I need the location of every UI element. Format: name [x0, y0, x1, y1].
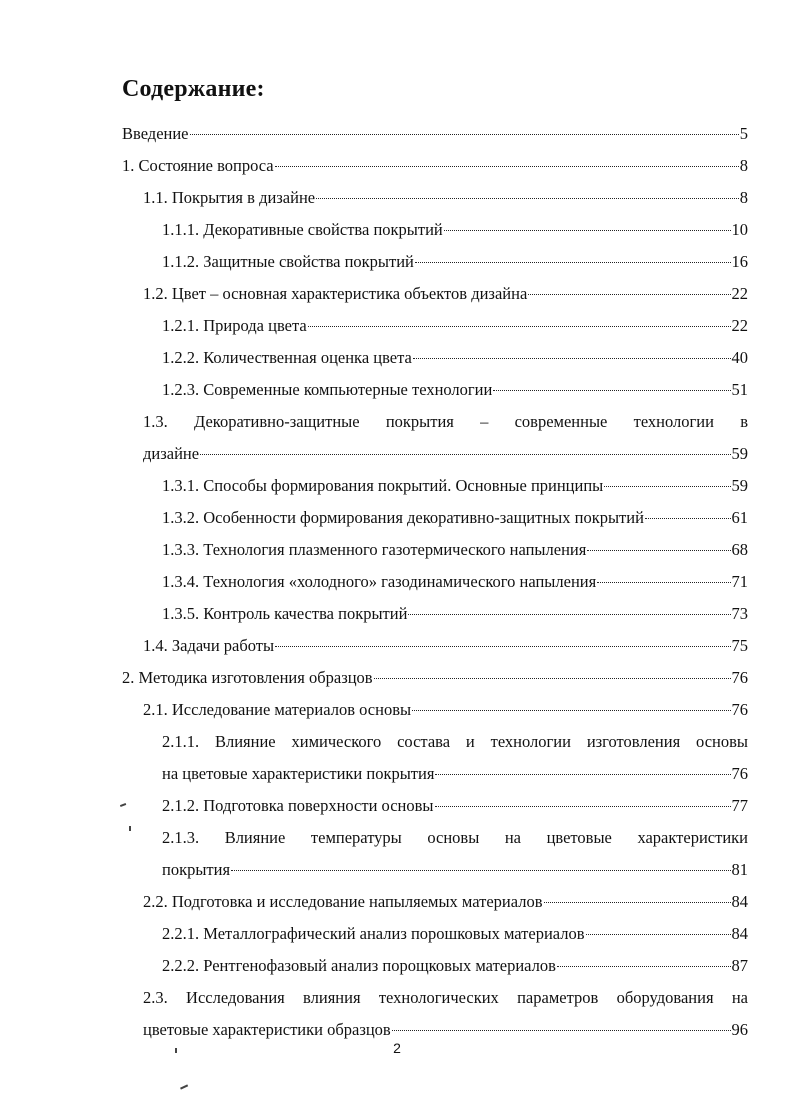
toc-entry-page: 59 — [731, 444, 748, 463]
toc-entry[interactable] — [143, 438, 748, 469]
toc-entry-label: 1.3.4. Технология «холодного» газодинамического напыления — [162, 572, 597, 591]
toc-entry-page: 8 — [739, 188, 748, 207]
toc-entry[interactable] — [162, 566, 748, 597]
toc-entry[interactable] — [143, 630, 748, 661]
toc-entry-page: 77 — [731, 796, 748, 815]
leader-dots — [275, 166, 739, 167]
toc-entry-page: 10 — [731, 220, 748, 239]
toc-entry-label: 1.2.1. Природа цвета — [162, 316, 307, 335]
toc-entry-label: 1.3.3. Технология плазменного газотермического напыления — [162, 540, 587, 559]
toc-entry-page: 59 — [731, 476, 748, 495]
leader-dots — [597, 582, 730, 583]
page-title: Содержание: — [122, 76, 265, 102]
leader-dots — [231, 870, 730, 871]
toc-entry-label: 1.1. Покрытия в дизайне — [143, 188, 316, 207]
leader-dots — [528, 294, 730, 295]
leader-dots — [557, 966, 731, 967]
toc-entry-page: 73 — [731, 604, 748, 623]
toc-entry-page: 71 — [731, 572, 748, 591]
toc-entry[interactable] — [162, 598, 748, 629]
toc-entry[interactable] — [162, 374, 748, 405]
toc-entry-label: 1. Состояние вопроса — [122, 156, 274, 175]
leader-dots — [408, 614, 730, 615]
toc-entry-page: 84 — [731, 892, 748, 911]
toc-entry-page: 76 — [731, 764, 748, 783]
toc-entry-label: 2.2. Подготовка и исследование напыляемых материалов — [143, 892, 543, 911]
toc-entry[interactable] — [143, 278, 748, 309]
toc-entry-line1[interactable] — [143, 406, 748, 437]
leader-dots — [493, 390, 730, 391]
leader-dots — [316, 198, 739, 199]
toc-entry-label: 1.3.5. Контроль качества покрытий — [162, 604, 408, 623]
leader-dots — [412, 710, 730, 711]
leader-dots — [604, 486, 730, 487]
toc-entry[interactable] — [143, 886, 748, 917]
leader-dots — [544, 902, 731, 903]
toc-entry-page: 61 — [731, 508, 748, 527]
toc-entry[interactable] — [162, 502, 748, 533]
toc-entry-page: 51 — [731, 380, 748, 399]
leader-dots — [374, 678, 731, 679]
toc-entry-page: 5 — [739, 124, 748, 143]
page-number: 2 — [393, 1040, 401, 1056]
leader-dots — [435, 774, 730, 775]
toc-entry-page: 8 — [739, 156, 748, 175]
toc-entry[interactable] — [162, 470, 748, 501]
toc-entry-page: 84 — [731, 924, 748, 943]
scan-mark — [120, 803, 126, 806]
leader-dots — [275, 646, 730, 647]
toc-entry[interactable] — [162, 214, 748, 245]
leader-dots — [308, 326, 731, 327]
toc-entry-page: 22 — [731, 284, 748, 303]
toc-entry-label: 2.2.2. Рентгенофазовый анализ порощковых материалов — [162, 956, 556, 975]
toc-entry[interactable] — [143, 182, 748, 213]
toc-entry-label-cont: покрытия — [162, 860, 231, 879]
leader-dots — [435, 806, 731, 807]
toc-entry-label: 1.2.3. Современные компьютерные технологии — [162, 380, 493, 399]
toc-entry-page: 76 — [731, 700, 748, 719]
toc-entry[interactable] — [122, 118, 748, 149]
toc-entry-page: 40 — [731, 348, 748, 367]
toc-entry-label: 2.1.1. Влияние химического состава и технологии изготовления основы — [162, 732, 748, 751]
toc-entry-label: 1.1.2. Защитные свойства покрытий — [162, 252, 414, 271]
leader-dots — [413, 358, 731, 359]
toc-entry[interactable] — [162, 534, 748, 565]
toc-entry-page: 96 — [731, 1020, 748, 1039]
scan-mark — [180, 1084, 188, 1089]
toc-entry-page: 22 — [731, 316, 748, 335]
toc-entry[interactable] — [122, 150, 748, 181]
toc-entry[interactable] — [162, 790, 748, 821]
scan-mark — [129, 826, 131, 831]
toc-entry-page: 81 — [731, 860, 748, 879]
toc-entry-page: 75 — [731, 636, 748, 655]
toc-entry-label: 2.1. Исследование материалов основы — [143, 700, 412, 719]
leader-dots — [587, 550, 730, 551]
leader-dots — [392, 1030, 731, 1031]
toc-entry[interactable] — [162, 854, 748, 885]
toc-entry[interactable] — [162, 758, 748, 789]
toc-entry-label: 1.4. Задачи работы — [143, 636, 275, 655]
toc-entry[interactable] — [162, 342, 748, 373]
leader-dots — [586, 934, 731, 935]
toc-entry-line1[interactable] — [162, 822, 748, 853]
toc-entry-label: Введение — [122, 124, 189, 143]
toc-entry-label: 1.3.1. Способы формирования покрытий. Основные принципы — [162, 476, 604, 495]
toc-entry[interactable] — [162, 246, 748, 277]
leader-dots — [415, 262, 731, 263]
toc-entry-label: 2.2.1. Металлографический анализ порошковых материалов — [162, 924, 585, 943]
leader-dots — [444, 230, 731, 231]
toc-entry-label: 2.1.3. Влияние температуры основы на цветовые характеристики — [162, 828, 748, 847]
toc-entry[interactable] — [162, 950, 748, 981]
leader-dots — [645, 518, 731, 519]
toc-entry-label: 1.3.2. Особенности формирования декоративно-защитных покрытий — [162, 508, 644, 527]
leader-dots — [200, 454, 730, 455]
toc-entry-label: 1.1.1. Декоративные свойства покрытий — [162, 220, 443, 239]
toc-entry[interactable] — [162, 918, 748, 949]
toc-entry-page: 68 — [731, 540, 748, 559]
toc-entry-page: 76 — [731, 668, 748, 687]
toc-entry-page: 87 — [731, 956, 748, 975]
toc-entry-label: 2. Методика изготовления образцов — [122, 668, 373, 687]
toc-entry[interactable] — [162, 310, 748, 341]
toc-entry-label: 1.2.2. Количественная оценка цвета — [162, 348, 412, 367]
toc-entry-label-cont: цветовые характеристики образцов — [143, 1020, 391, 1039]
toc-entry[interactable] — [143, 694, 748, 725]
toc-entry-line1[interactable] — [162, 726, 748, 757]
toc-entry-label: 2.3. Исследования влияния технологических параметров оборудования на — [143, 988, 748, 1007]
toc-entry-label: 1.3. Декоративно-защитные покрытия – современные технологии в — [143, 412, 748, 431]
toc-entry[interactable] — [122, 662, 748, 693]
leader-dots — [190, 134, 739, 135]
toc-entry-line1[interactable] — [143, 982, 748, 1013]
toc-entry-label-cont: на цветовые характеристики покрытия — [162, 764, 435, 783]
toc-entry-label: 1.2. Цвет – основная характеристика объектов дизайна — [143, 284, 528, 303]
toc-entry-page: 16 — [731, 252, 748, 271]
toc-entry-label-cont: дизайне — [143, 444, 200, 463]
toc-entry-label: 2.1.2. Подготовка поверхности основы — [162, 796, 434, 815]
